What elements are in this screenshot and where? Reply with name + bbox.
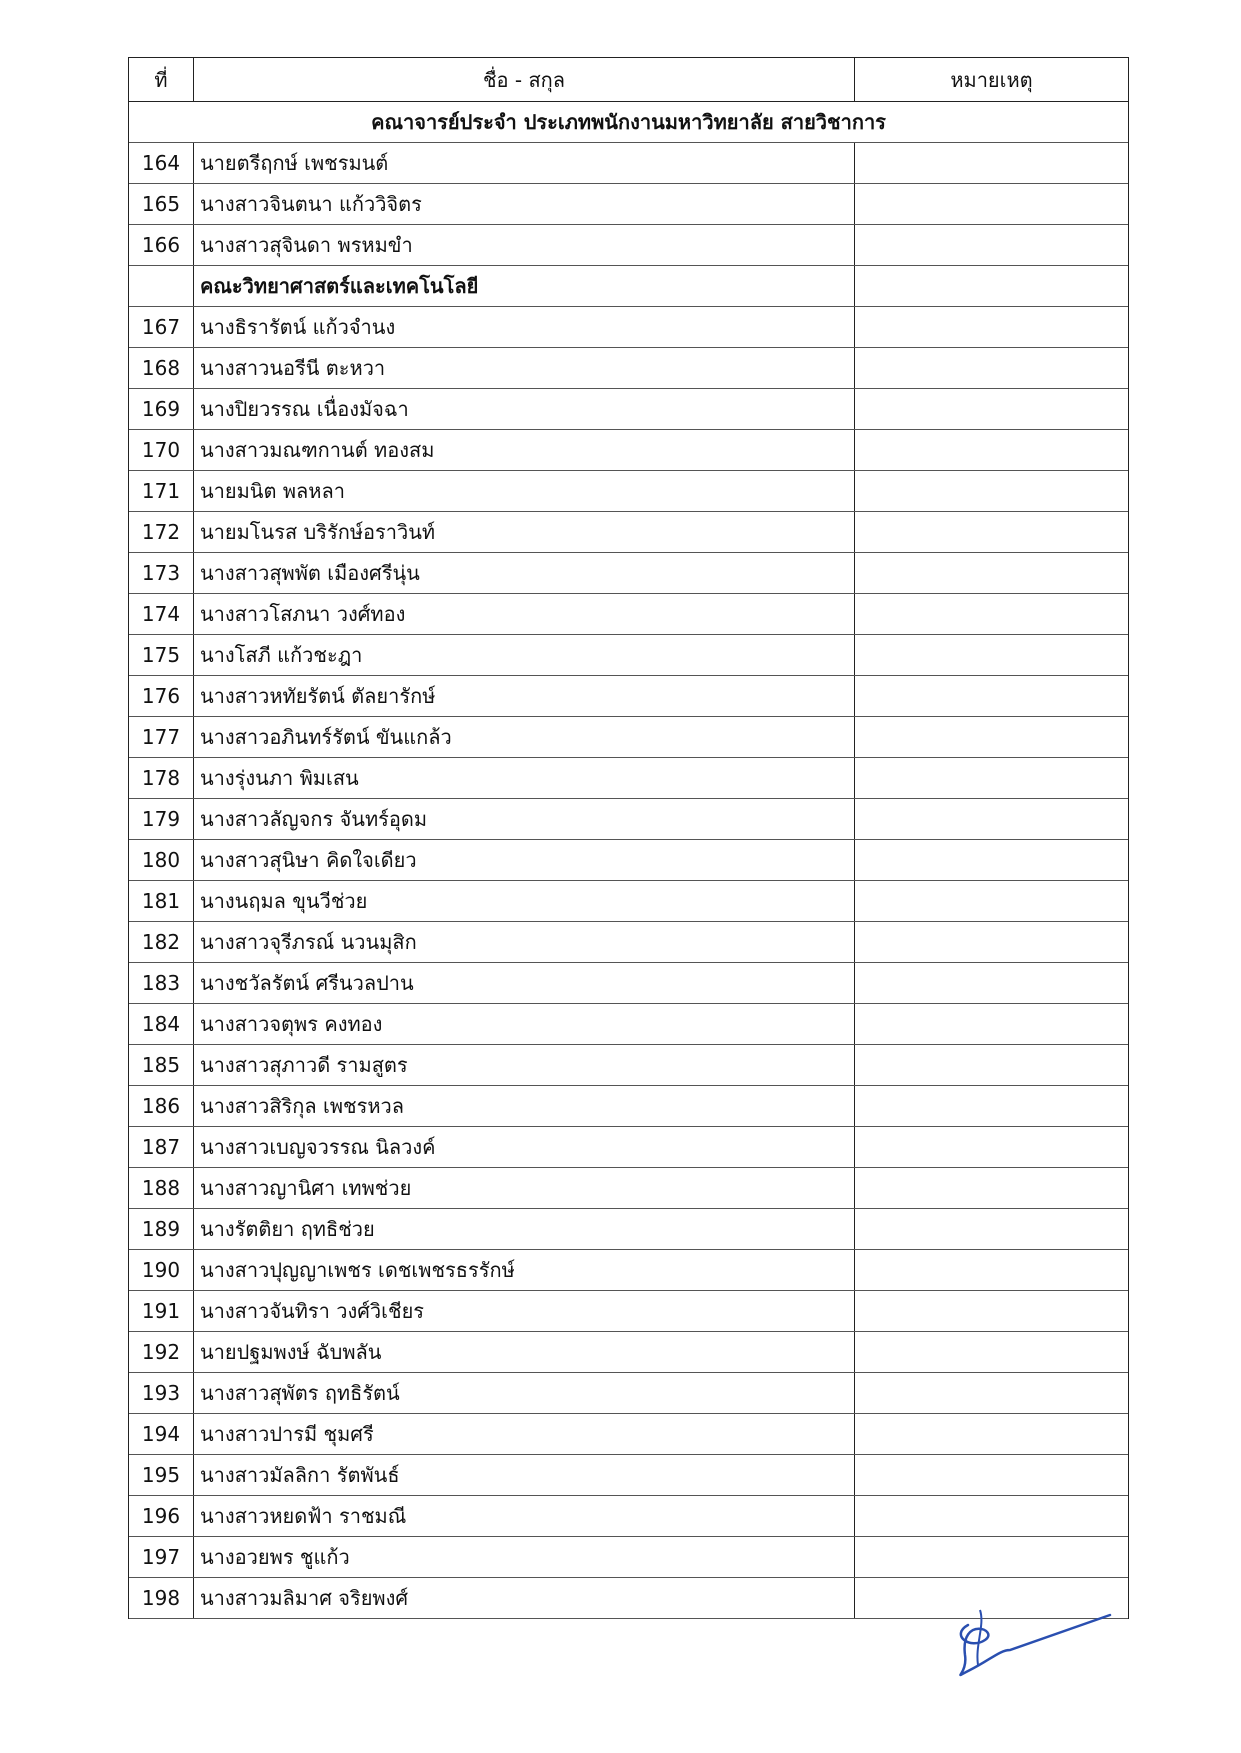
row-note — [855, 1127, 1128, 1167]
row-number: 167 — [129, 307, 194, 347]
row-name: นางสาวปารมี ชุมศรี — [194, 1414, 855, 1454]
row-note — [855, 389, 1128, 429]
row-number: 179 — [129, 799, 194, 839]
row-name: นายปฐมพงษ์ ฉับพลัน — [194, 1332, 855, 1372]
row-note — [855, 512, 1128, 552]
table-row — [129, 1332, 1128, 1373]
table-row — [129, 1537, 1128, 1578]
row-name: นางสาวลัญจกร จันทร์อุดม — [194, 799, 855, 839]
row-number: 193 — [129, 1373, 194, 1413]
table-row — [129, 1373, 1128, 1414]
row-note — [855, 799, 1128, 839]
row-name: นางสาวจันทิรา วงศ์วิเชียร — [194, 1291, 855, 1331]
table-body — [129, 102, 1128, 1619]
row-number: 195 — [129, 1455, 194, 1495]
row-note — [855, 430, 1128, 470]
row-note — [855, 1414, 1128, 1454]
table-row — [129, 1291, 1128, 1332]
row-name: นางสาวสุพัตร ฤทธิรัตน์ — [194, 1373, 855, 1413]
table-row — [129, 676, 1128, 717]
signature — [940, 1595, 1120, 1685]
table-row — [129, 1004, 1128, 1045]
table-row — [129, 225, 1128, 266]
row-number: 184 — [129, 1004, 194, 1044]
row-number: 177 — [129, 717, 194, 757]
row-number: 170 — [129, 430, 194, 470]
section-title: คณะวิทยาศาสตร์และเทคโนโลยี — [194, 266, 855, 306]
row-note — [855, 1250, 1128, 1290]
row-note — [855, 922, 1128, 962]
row-name: นางสาวสุนิษา คิดใจเดียว — [194, 840, 855, 880]
table-row — [129, 799, 1128, 840]
table-row — [129, 348, 1128, 389]
row-number: 168 — [129, 348, 194, 388]
row-note — [855, 840, 1128, 880]
table-row — [129, 1086, 1128, 1127]
row-name: นางสาวจุรีภรณ์ นวนมุสิก — [194, 922, 855, 962]
row-name: นางสาวอภินทร์รัตน์ ขันแกล้ว — [194, 717, 855, 757]
row-name: นางธิรารัตน์ แก้วจำนง — [194, 307, 855, 347]
row-number: 165 — [129, 184, 194, 224]
table-row — [129, 635, 1128, 676]
row-number: 178 — [129, 758, 194, 798]
row-name: นายตรีฤกษ์ เพชรมนต์ — [194, 143, 855, 183]
table-row — [129, 1045, 1128, 1086]
row-name: นางสาวญานิศา เทพช่วย — [194, 1168, 855, 1208]
row-number: 194 — [129, 1414, 194, 1454]
table-row — [129, 881, 1128, 922]
row-number: 183 — [129, 963, 194, 1003]
row-name: นางสาวมลิมาศ จริยพงศ์ — [194, 1578, 855, 1618]
row-name: นางโสภี แก้วชะฎา — [194, 635, 855, 675]
row-number: 188 — [129, 1168, 194, 1208]
row-number: 191 — [129, 1291, 194, 1331]
row-note — [855, 1332, 1128, 1372]
row-name: นายมนิต พลหลา — [194, 471, 855, 511]
row-note — [855, 1537, 1128, 1577]
row-number: 164 — [129, 143, 194, 183]
table-row — [129, 430, 1128, 471]
row-number: 190 — [129, 1250, 194, 1290]
table-row — [129, 1209, 1128, 1250]
row-name: นางสาวปุญญาเพชร เดชเพชรธรรักษ์ — [194, 1250, 855, 1290]
row-name: นางสาวสิริกุล เพชรหวล — [194, 1086, 855, 1126]
row-number: 189 — [129, 1209, 194, 1249]
row-note — [855, 1168, 1128, 1208]
row-number: 171 — [129, 471, 194, 511]
table-row — [129, 307, 1128, 348]
row-note — [855, 553, 1128, 593]
row-number: 185 — [129, 1045, 194, 1085]
row-name: นางสาวมณฑกานต์ ทองสม — [194, 430, 855, 470]
table-row — [129, 389, 1128, 430]
header-no: ที่ — [129, 58, 194, 101]
header-note: หมายเหตุ — [950, 67, 1033, 92]
row-note — [855, 1045, 1128, 1085]
row-name: นางสาวสุภาวดี รามสูตร — [194, 1045, 855, 1085]
row-note — [855, 143, 1128, 183]
row-number: 187 — [129, 1127, 194, 1167]
row-number: 180 — [129, 840, 194, 880]
row-name: นางรุ่งนภา พิมเสน — [194, 758, 855, 798]
table-header — [129, 58, 1128, 102]
row-number: 192 — [129, 1332, 194, 1372]
row-note — [855, 758, 1128, 798]
row-number: 175 — [129, 635, 194, 675]
table-row — [129, 1455, 1128, 1496]
section-title: คณาจารย์ประจำ ประเภทพนักงานมหาวิทยาลัย สายวิชาการ — [371, 110, 886, 134]
table-row — [129, 471, 1128, 512]
row-number: 173 — [129, 553, 194, 593]
table-row — [129, 1414, 1128, 1455]
row-name: นางสาวหยดฟ้า ราชมณี — [194, 1496, 855, 1536]
table-row — [129, 840, 1128, 881]
row-number: 176 — [129, 676, 194, 716]
table-row — [129, 594, 1128, 635]
row-note — [855, 1004, 1128, 1044]
row-name: นางนฤมล ขุนวีช่วย — [194, 881, 855, 921]
row-note — [855, 963, 1128, 1003]
row-note — [855, 717, 1128, 757]
table-row — [129, 1496, 1128, 1537]
table-row — [129, 963, 1128, 1004]
row-name: นางชวัลรัตน์ ศรีนวลปาน — [194, 963, 855, 1003]
row-name: นางสาวจตุพร คงทอง — [194, 1004, 855, 1044]
row-note — [855, 1209, 1128, 1249]
table-row — [129, 922, 1128, 963]
row-note — [855, 635, 1128, 675]
row-number: 181 — [129, 881, 194, 921]
row-name: นางปิยวรรณ เนื่องมัจฉา — [194, 389, 855, 429]
row-note — [855, 184, 1128, 224]
row-name: นายมโนรส บริรักษ์อราวินท์ — [194, 512, 855, 552]
row-name: นางสาวมัลลิกา รัตพันธ์ — [194, 1455, 855, 1495]
row-number: 174 — [129, 594, 194, 634]
row-note — [855, 471, 1128, 511]
row-note — [855, 225, 1128, 265]
row-number: 169 — [129, 389, 194, 429]
row-number: 198 — [129, 1578, 194, 1618]
row-note — [855, 348, 1128, 388]
row-number: 186 — [129, 1086, 194, 1126]
table-row — [129, 143, 1128, 184]
row-note — [855, 1086, 1128, 1126]
table-row — [129, 512, 1128, 553]
row-name: นางสาวจินตนา แก้ววิจิตร — [194, 184, 855, 224]
row-note — [855, 1455, 1128, 1495]
table-row — [129, 1127, 1128, 1168]
row-note — [855, 676, 1128, 716]
row-number: 172 — [129, 512, 194, 552]
section-note — [855, 266, 1128, 306]
table-row — [129, 553, 1128, 594]
table-row — [129, 758, 1128, 799]
row-note — [855, 1291, 1128, 1331]
row-note — [855, 1373, 1128, 1413]
table-row — [129, 1168, 1128, 1209]
table-row — [129, 1250, 1128, 1291]
row-name: นางสาวสุพพัต เมืองศรีนุ่น — [194, 553, 855, 593]
row-name: นางสาวนอรีนี ตะหวา — [194, 348, 855, 388]
row-number: 166 — [129, 225, 194, 265]
row-note — [855, 881, 1128, 921]
row-name: นางอวยพร ชูแก้ว — [194, 1537, 855, 1577]
row-number: 182 — [129, 922, 194, 962]
row-name: นางสาวสุจินดา พรหมขำ — [194, 225, 855, 265]
table-row — [129, 717, 1128, 758]
row-name: นางสาวหทัยรัตน์ ตัลยารักษ์ — [194, 676, 855, 716]
table-row — [129, 184, 1128, 225]
row-number: 197 — [129, 1537, 194, 1577]
section-row — [129, 102, 1128, 143]
header-name: ชื่อ - สกุล — [194, 58, 855, 101]
row-note — [855, 1496, 1128, 1536]
row-name: นางสาวโสภนา วงศ์ทอง — [194, 594, 855, 634]
row-number: 196 — [129, 1496, 194, 1536]
row-note — [855, 594, 1128, 634]
row-name: นางสาวเบญจวรรณ นิลวงค์ — [194, 1127, 855, 1167]
section-row — [129, 266, 1128, 307]
row-name: นางรัตติยา ฤทธิช่วย — [194, 1209, 855, 1249]
section-no — [129, 266, 194, 306]
staff-list-table — [128, 57, 1129, 1619]
row-note — [855, 307, 1128, 347]
